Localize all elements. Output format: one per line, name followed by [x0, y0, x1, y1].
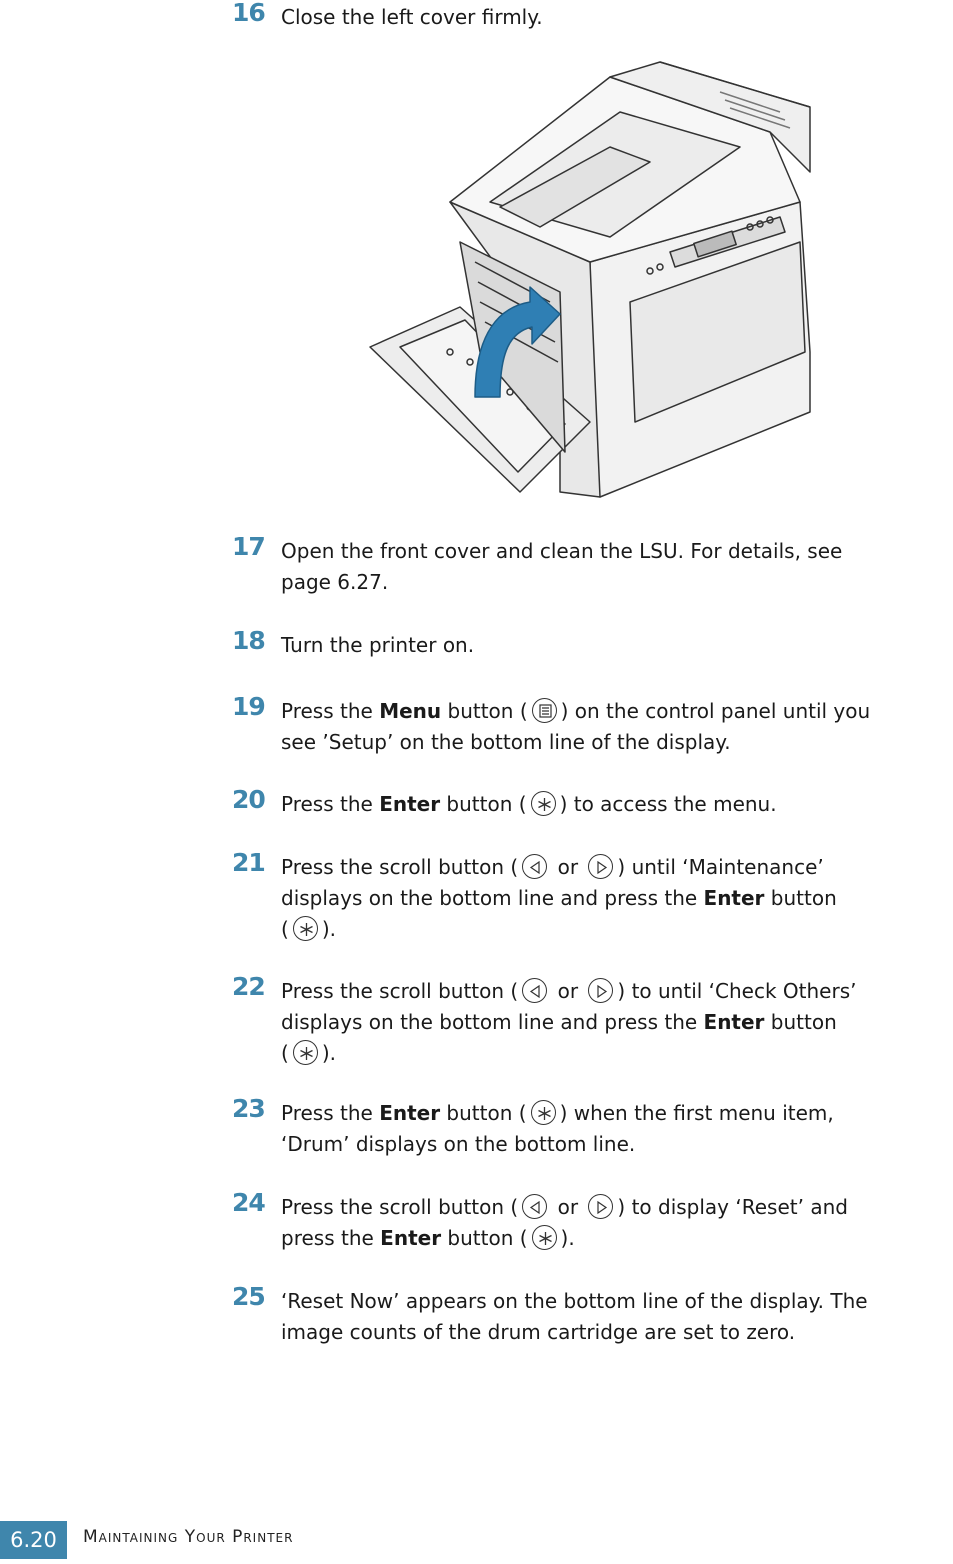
text-segment: ).: [560, 1226, 575, 1250]
text-segment: button: [764, 886, 837, 910]
text-segment: Press the: [281, 1101, 380, 1125]
step-text: [281, 696, 953, 758]
step-text-line: ‘Drum’ displays on the bottom line.: [281, 1132, 636, 1156]
step-number: 21: [232, 848, 265, 877]
text-segment: Press the scroll button (: [281, 979, 519, 1003]
text-segment: ) to until ‘Check Others’: [617, 979, 857, 1003]
scroll-right-icon: [588, 1194, 613, 1219]
menu-button-icon: [532, 698, 557, 723]
text-segment: displays on the bottom line and press the: [281, 1010, 704, 1034]
text-segment: or: [557, 855, 579, 879]
text-segment: displays on the bottom line and press the: [281, 886, 704, 910]
step-number: 20: [232, 785, 265, 814]
text-segment: ).: [321, 1041, 336, 1065]
bold-label: Enter: [379, 1101, 441, 1125]
text-segment: or: [557, 1195, 579, 1219]
text-segment: ) until ‘Maintenance’: [617, 855, 824, 879]
step-text: [281, 789, 953, 820]
bold-label: Menu: [379, 699, 442, 723]
step-number: 23: [232, 1094, 265, 1123]
section-title: Maintaining Your Printer: [83, 1527, 294, 1547]
text-segment: button (: [440, 792, 527, 816]
enter-button-icon: [293, 1040, 318, 1065]
step-text: [281, 1286, 953, 1348]
step-text-line: page 6.27.: [281, 570, 389, 594]
step-text-line: see ’Setup’ on the bottom line of the display.: [281, 730, 731, 754]
scroll-left-icon: [522, 854, 547, 879]
scroll-left-icon: [522, 1194, 547, 1219]
scroll-right-icon: [588, 854, 613, 879]
page-number: 6.20: [0, 1521, 67, 1559]
step-text: [281, 852, 953, 945]
text-segment: ) on the control panel until you: [560, 699, 871, 723]
bold-label: Enter: [379, 792, 441, 816]
step-number: 22: [232, 972, 265, 1001]
step-text: Turn the printer on.: [281, 633, 475, 657]
text-segment: Press the: [281, 792, 380, 816]
step-text: [281, 1098, 953, 1160]
text-segment: button (: [440, 1101, 527, 1125]
enter-button-icon: [531, 791, 556, 816]
enter-button-icon: [531, 1100, 556, 1125]
step-text-line: ‘Reset Now’ appears on the bottom line of the display. The: [281, 1289, 868, 1313]
step-text-line: image counts of the drum cartridge are set to zero.: [281, 1320, 796, 1344]
step-text-line: Open the front cover and clean the LSU. For details, see: [281, 539, 843, 563]
text-segment: button (: [441, 1226, 528, 1250]
scroll-left-icon: [522, 978, 547, 1003]
text-segment: button (: [441, 699, 528, 723]
step-text: [281, 976, 953, 1069]
text-segment: Press the scroll button (: [281, 1195, 519, 1219]
text-segment: ) when the first menu item,: [559, 1101, 834, 1125]
step-text: [281, 536, 953, 598]
page-footer: [0, 1521, 953, 1559]
text-segment: (: [281, 1041, 289, 1065]
step-number: 18: [232, 626, 265, 655]
text-segment: ) to access the menu.: [559, 792, 777, 816]
text-segment: (: [281, 917, 289, 941]
text-segment: ).: [321, 917, 336, 941]
bold-label: Enter: [703, 886, 765, 910]
step-number: 25: [232, 1282, 265, 1311]
text-segment: or: [557, 979, 579, 1003]
step-number: 16: [232, 0, 265, 27]
step-text: [281, 1192, 953, 1254]
printer-illustration: [360, 52, 830, 502]
text-segment: button: [764, 1010, 837, 1034]
step-text: Close the left cover firmly.: [281, 5, 543, 29]
bold-label: Enter: [380, 1226, 442, 1250]
scroll-right-icon: [588, 978, 613, 1003]
bold-label: Enter: [703, 1010, 765, 1034]
text-segment: Press the: [281, 699, 380, 723]
text-segment: press the: [281, 1226, 381, 1250]
text-segment: ) to display ‘Reset’ and: [617, 1195, 848, 1219]
step-number: 17: [232, 532, 265, 561]
enter-button-icon: [293, 916, 318, 941]
step-number: 19: [232, 692, 265, 721]
enter-button-icon: [532, 1225, 557, 1250]
step-number: 24: [232, 1188, 265, 1217]
text-segment: Press the scroll button (: [281, 855, 519, 879]
